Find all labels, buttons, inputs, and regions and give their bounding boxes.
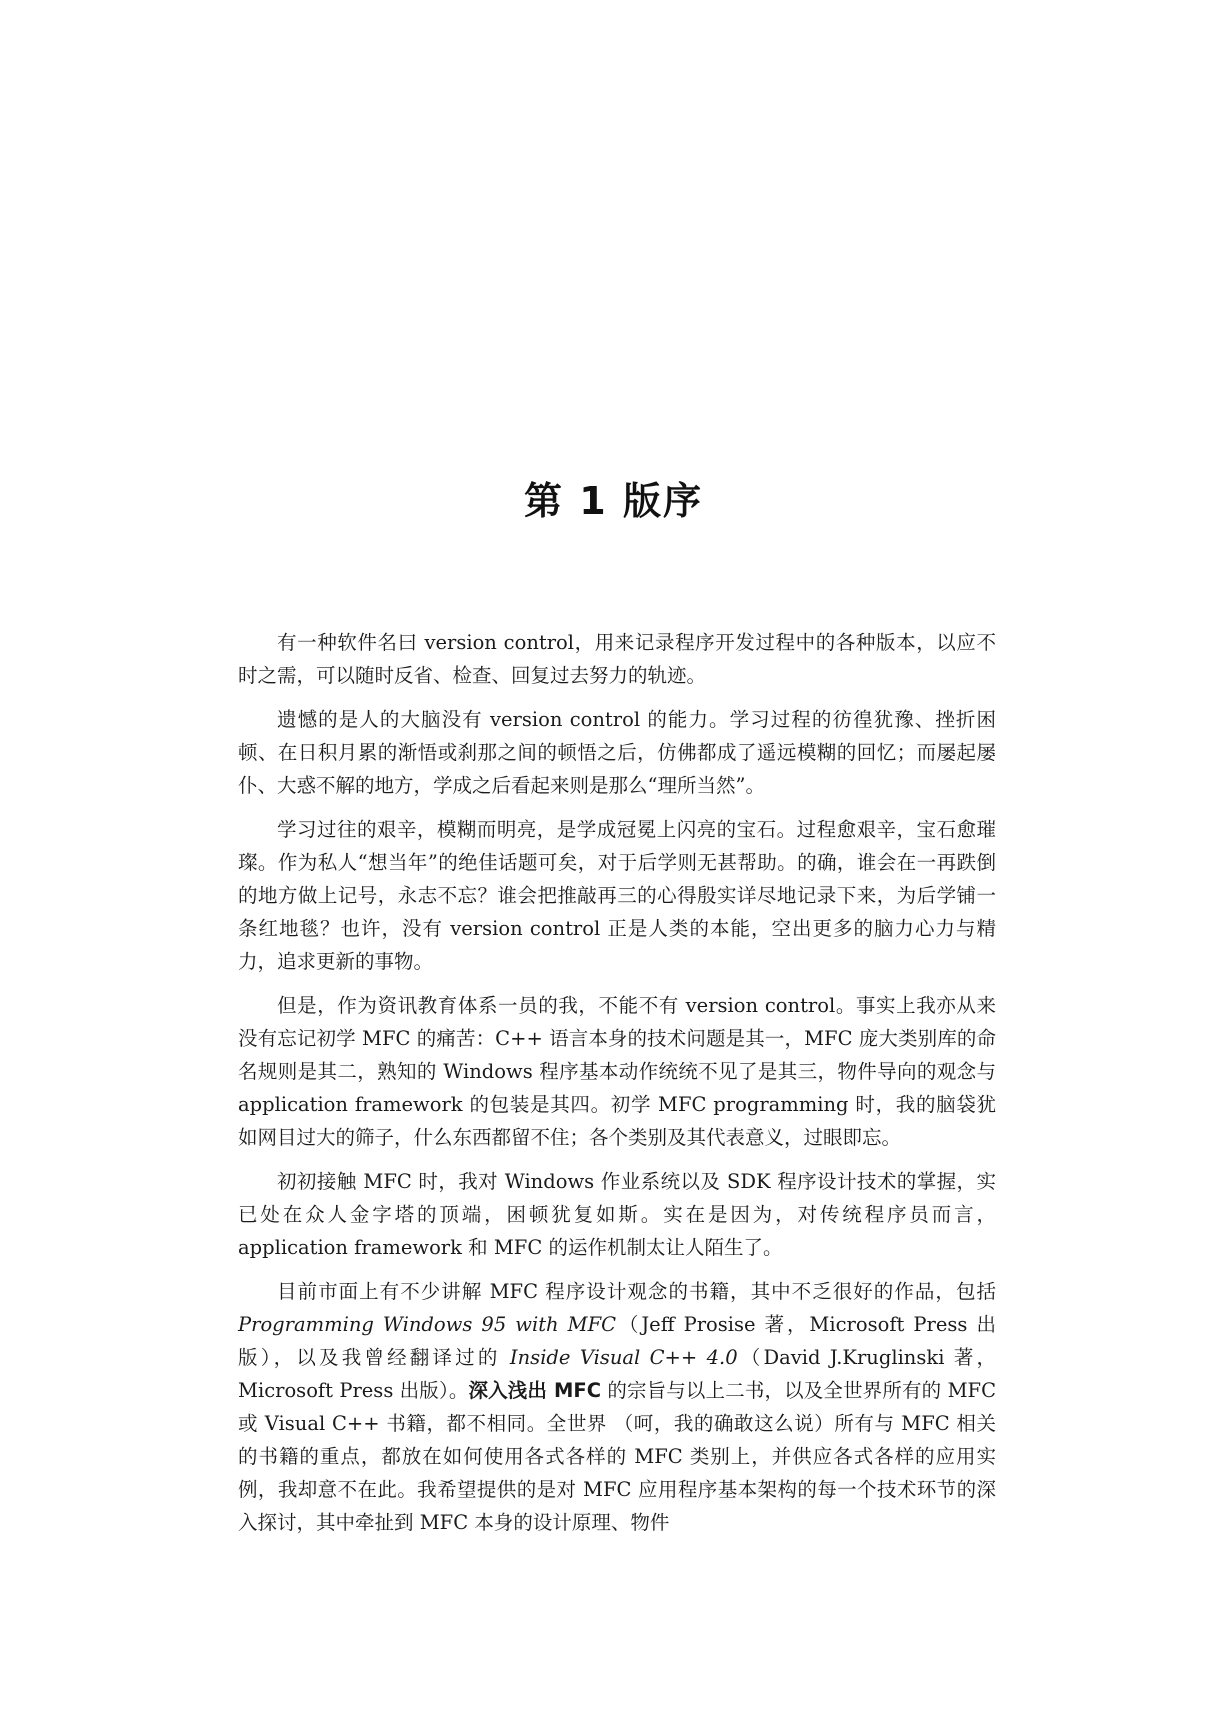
- paragraph: [238, 1165, 996, 1264]
- paragraph: [238, 989, 996, 1154]
- paragraph-text: （Jeff Prosise 著，Microsoft Press 出版），以及我曾经翻译过的: [238, 1313, 996, 1369]
- paragraph: [238, 626, 996, 692]
- paragraph-text: 目前市面上有不少讲解 MFC 程序设计观念的书籍，其中不乏很好的作品，包括: [277, 1280, 996, 1303]
- bold-text: 深入浅出 MFC: [468, 1379, 602, 1402]
- paragraph-text: 遗憾的是人的大脑没有 version control 的能力。学习过程的彷徨犹豫、挫折困顿、在日积月累的渐悟或刹那之间的顿悟之后，仿佛都成了遥远模糊的回忆；而屡起屡仆、大惑不解的地方，学成之后看起来则是那么“理所当然”。: [238, 708, 996, 797]
- italic-text: Programming Windows 95 with MFC: [238, 1313, 617, 1336]
- paragraph: [238, 813, 996, 978]
- paragraph-text: 初初接触 MFC 时，我对 Windows 作业系统以及 SDK 程序设计技术的掌握，实已处在众人金字塔的顶端，困顿犹复如斯。实在是因为，对传统程序员而言，application framework 和 MFC 的运作机制太让人陌生了。: [238, 1170, 996, 1259]
- paragraph: [238, 703, 996, 802]
- page-title: 第 1 版序: [524, 479, 703, 523]
- paragraph: [238, 1275, 996, 1539]
- preface-body: [238, 626, 996, 1539]
- paragraph-text: 学习过往的艰辛，模糊而明亮，是学成冠冕上闪亮的宝石。过程愈艰辛，宝石愈璀璨。作为私人“想当年”的绝佳话题可矣，对于后学则无甚帮助。的确，谁会在一再跌倒的地方做上记号，永志不忘？谁会把推敲再三的心得殷实详尽地记录下来，为后学铺一条红地毯？也许，没有 version control 正是人类的本能，空出更多的脑力心力与精力，追求更新的事物。: [238, 818, 996, 973]
- paragraph-text: 有一种软件名曰 version control，用来记录程序开发过程中的各种版本，以应不时之需，可以随时反省、检查、回复过去努力的轨迹。: [238, 631, 996, 687]
- paragraph-text: 但是，作为资讯教育体系一员的我，不能不有 version control。事实上我亦从来没有忘记初学 MFC 的痛苦：C++ 语言本身的技术问题是其一，MFC 庞大类别库的命名规则是其二，熟知的 Windows 程序基本动作统统不见了是其三，物件导向的观念与 application framework 的包装是其四。初学 MFC programming 时，我的脑袋犹如网目过大的筛子，什么东西都留不住；各个类别及其代表意义，过眼即忘。: [238, 994, 996, 1149]
- paragraph-text: （David J.Kruglinski 著，Microsoft Press 出版）。: [238, 1346, 997, 1402]
- italic-text: Inside Visual C++ 4.0: [509, 1346, 738, 1369]
- paragraph-text: 的宗旨与以上二书，以及全世界所有的 MFC 或 Visual C++ 书籍，都不相同。全世界 （呵，我的确敢这么说）所有与 MFC 相关的书籍的重点，都放在如何使用各式各样的 MFC 类别上，并供应各式各样的应用实例，我却意不在此。我希望提供的是对 MFC 应用程序基本架构的每一个技术环节的深入探讨，其中牵扯到 MFC 本身的设计原理、物件: [238, 1379, 996, 1534]
